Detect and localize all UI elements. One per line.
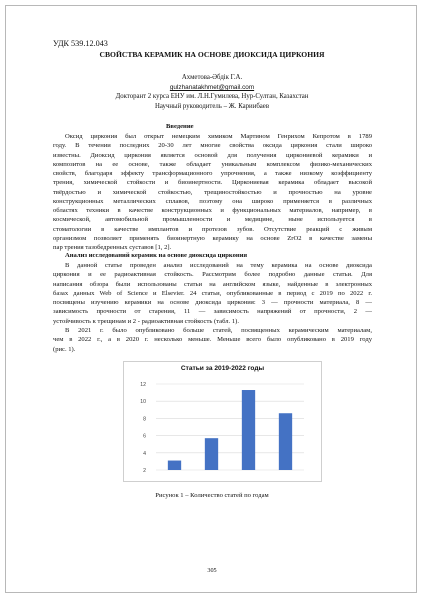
text-line: стоматологии в качестве имплантов и протезов зубов. Отсутствие реакций с живым (53, 225, 372, 233)
y-tick-label: 12 (140, 382, 146, 388)
text-line: циркония и ее радиоактивная стойкость. Рассмотрим более подробно данные статьи. Для (53, 271, 372, 279)
text-line: посвящены изучению керамики на основе диоксида циркония: 3 — прочности материала, 8 — (53, 299, 372, 306)
page-number: 305 (207, 567, 217, 574)
author-name: Ахметова-Әбдік Г.А. (181, 74, 243, 81)
text-line: областях техники в качестве конструкционных и функциональных материалов, например, в (53, 207, 372, 214)
text-line: организмом позволяет применять биоинертную керамику на основе ZrO2 в качестве замены (53, 234, 372, 242)
intro-paragraph (53, 132, 372, 252)
text-line: В данной статье проведен анализ исследований на тему керамика на основе диоксида (65, 262, 372, 269)
bar-2020 (205, 438, 218, 470)
author-email-link[interactable]: gulzhanatakhmet@gmail.com (169, 84, 255, 91)
figure-caption: Рисунок 1 – Количество статей по годам (155, 492, 269, 499)
text-line: свойств, благодаря эффекту трансформационного упрочнения, а также низкому коэффициенту (53, 170, 372, 177)
text-line: зависимость прочности от старения, 11 — зависимость напряжений от прочности, 2 — (53, 308, 372, 316)
years-paragraph (53, 326, 372, 354)
bar-2019 (168, 461, 181, 470)
text-line: известны. Диоксид циркония является основой для получения циркониевой керамики и (53, 151, 372, 159)
text-line: твёрдостью и химической стойкостью, трещиностойкостью и прочностью на уровне (53, 188, 372, 196)
articles-bar-chart (123, 361, 322, 482)
y-tick-label: 2 (143, 468, 146, 474)
paper-title: СВОЙСТВА КЕРАМИК НА ОСНОВЕ ДИОКСИДА ЦИРКОНИЯ (99, 50, 325, 59)
y-tick-label: 10 (140, 399, 146, 406)
text-line: космической, автомобильной промышленности и медицине, ныне используется в (53, 216, 372, 224)
author-affiliation: Докторант 2 курса ЕНУ им. Л.Н.Гумилева, Нур-Султан, Казахстан (115, 93, 309, 100)
text-line: базах данных Web of Science и Elsevier. 24 статьи, опубликованные в период с 2019 по 2022 г. (53, 289, 372, 297)
text-line: написания обзора были использованы статьи на английском языке, найденные в электронных (53, 280, 372, 288)
y-tick-label: 6 (143, 433, 146, 440)
text-line: году. В течении последних 20-30 лет многие свойства оксида циркония стали широко (53, 142, 372, 150)
text-line: В 2021 г. было опубликовано больше статей, посвященных керамическим материалам, (65, 327, 372, 334)
text-line: (рис. 1). (53, 345, 76, 353)
bar-2022 (279, 413, 292, 470)
text-line: трения, химической стойкости и биоинертности. Циркониевая керамика обладает высокой (53, 179, 372, 187)
analysis-heading: Анализ исследований керамик на основе диоксида циркония (65, 252, 248, 259)
y-tick-label: 4 (143, 450, 146, 457)
intro-heading: Введение (166, 123, 194, 130)
chart-title: Статьи за 2019-2022 годы (180, 365, 265, 372)
analysis-paragraph (53, 261, 372, 326)
text-line: устойчивость к трещинам и 2 - радиоактивная стойкость (табл. 1). (53, 317, 240, 325)
udk-code: УДК 539.12.043 (53, 39, 108, 48)
text-line: пар трения тазобедренных суставов [1, 2]. (53, 244, 172, 251)
text-line: чем в 2022 г., а в 2020 г. несколько меньше. Меньше всего было опубликовано в 2019 году (53, 336, 372, 344)
text-line: композитов на ее основе, также обладает уникальным комплексом физико-механических (53, 160, 372, 168)
y-tick-label: 8 (143, 416, 146, 423)
scientific-advisor: Научный руководитель – Ж. Кариибаев (154, 103, 270, 110)
bar-2021 (242, 390, 255, 470)
text-line: Оксид циркония был открыт немецким химиком Мартином Генрихом Кепротом в 1789 (65, 133, 372, 140)
text-line: конструкционных металлических сплавов, поэтому она широко применяется в различных (53, 197, 372, 205)
chart-plot-area (124, 362, 321, 481)
